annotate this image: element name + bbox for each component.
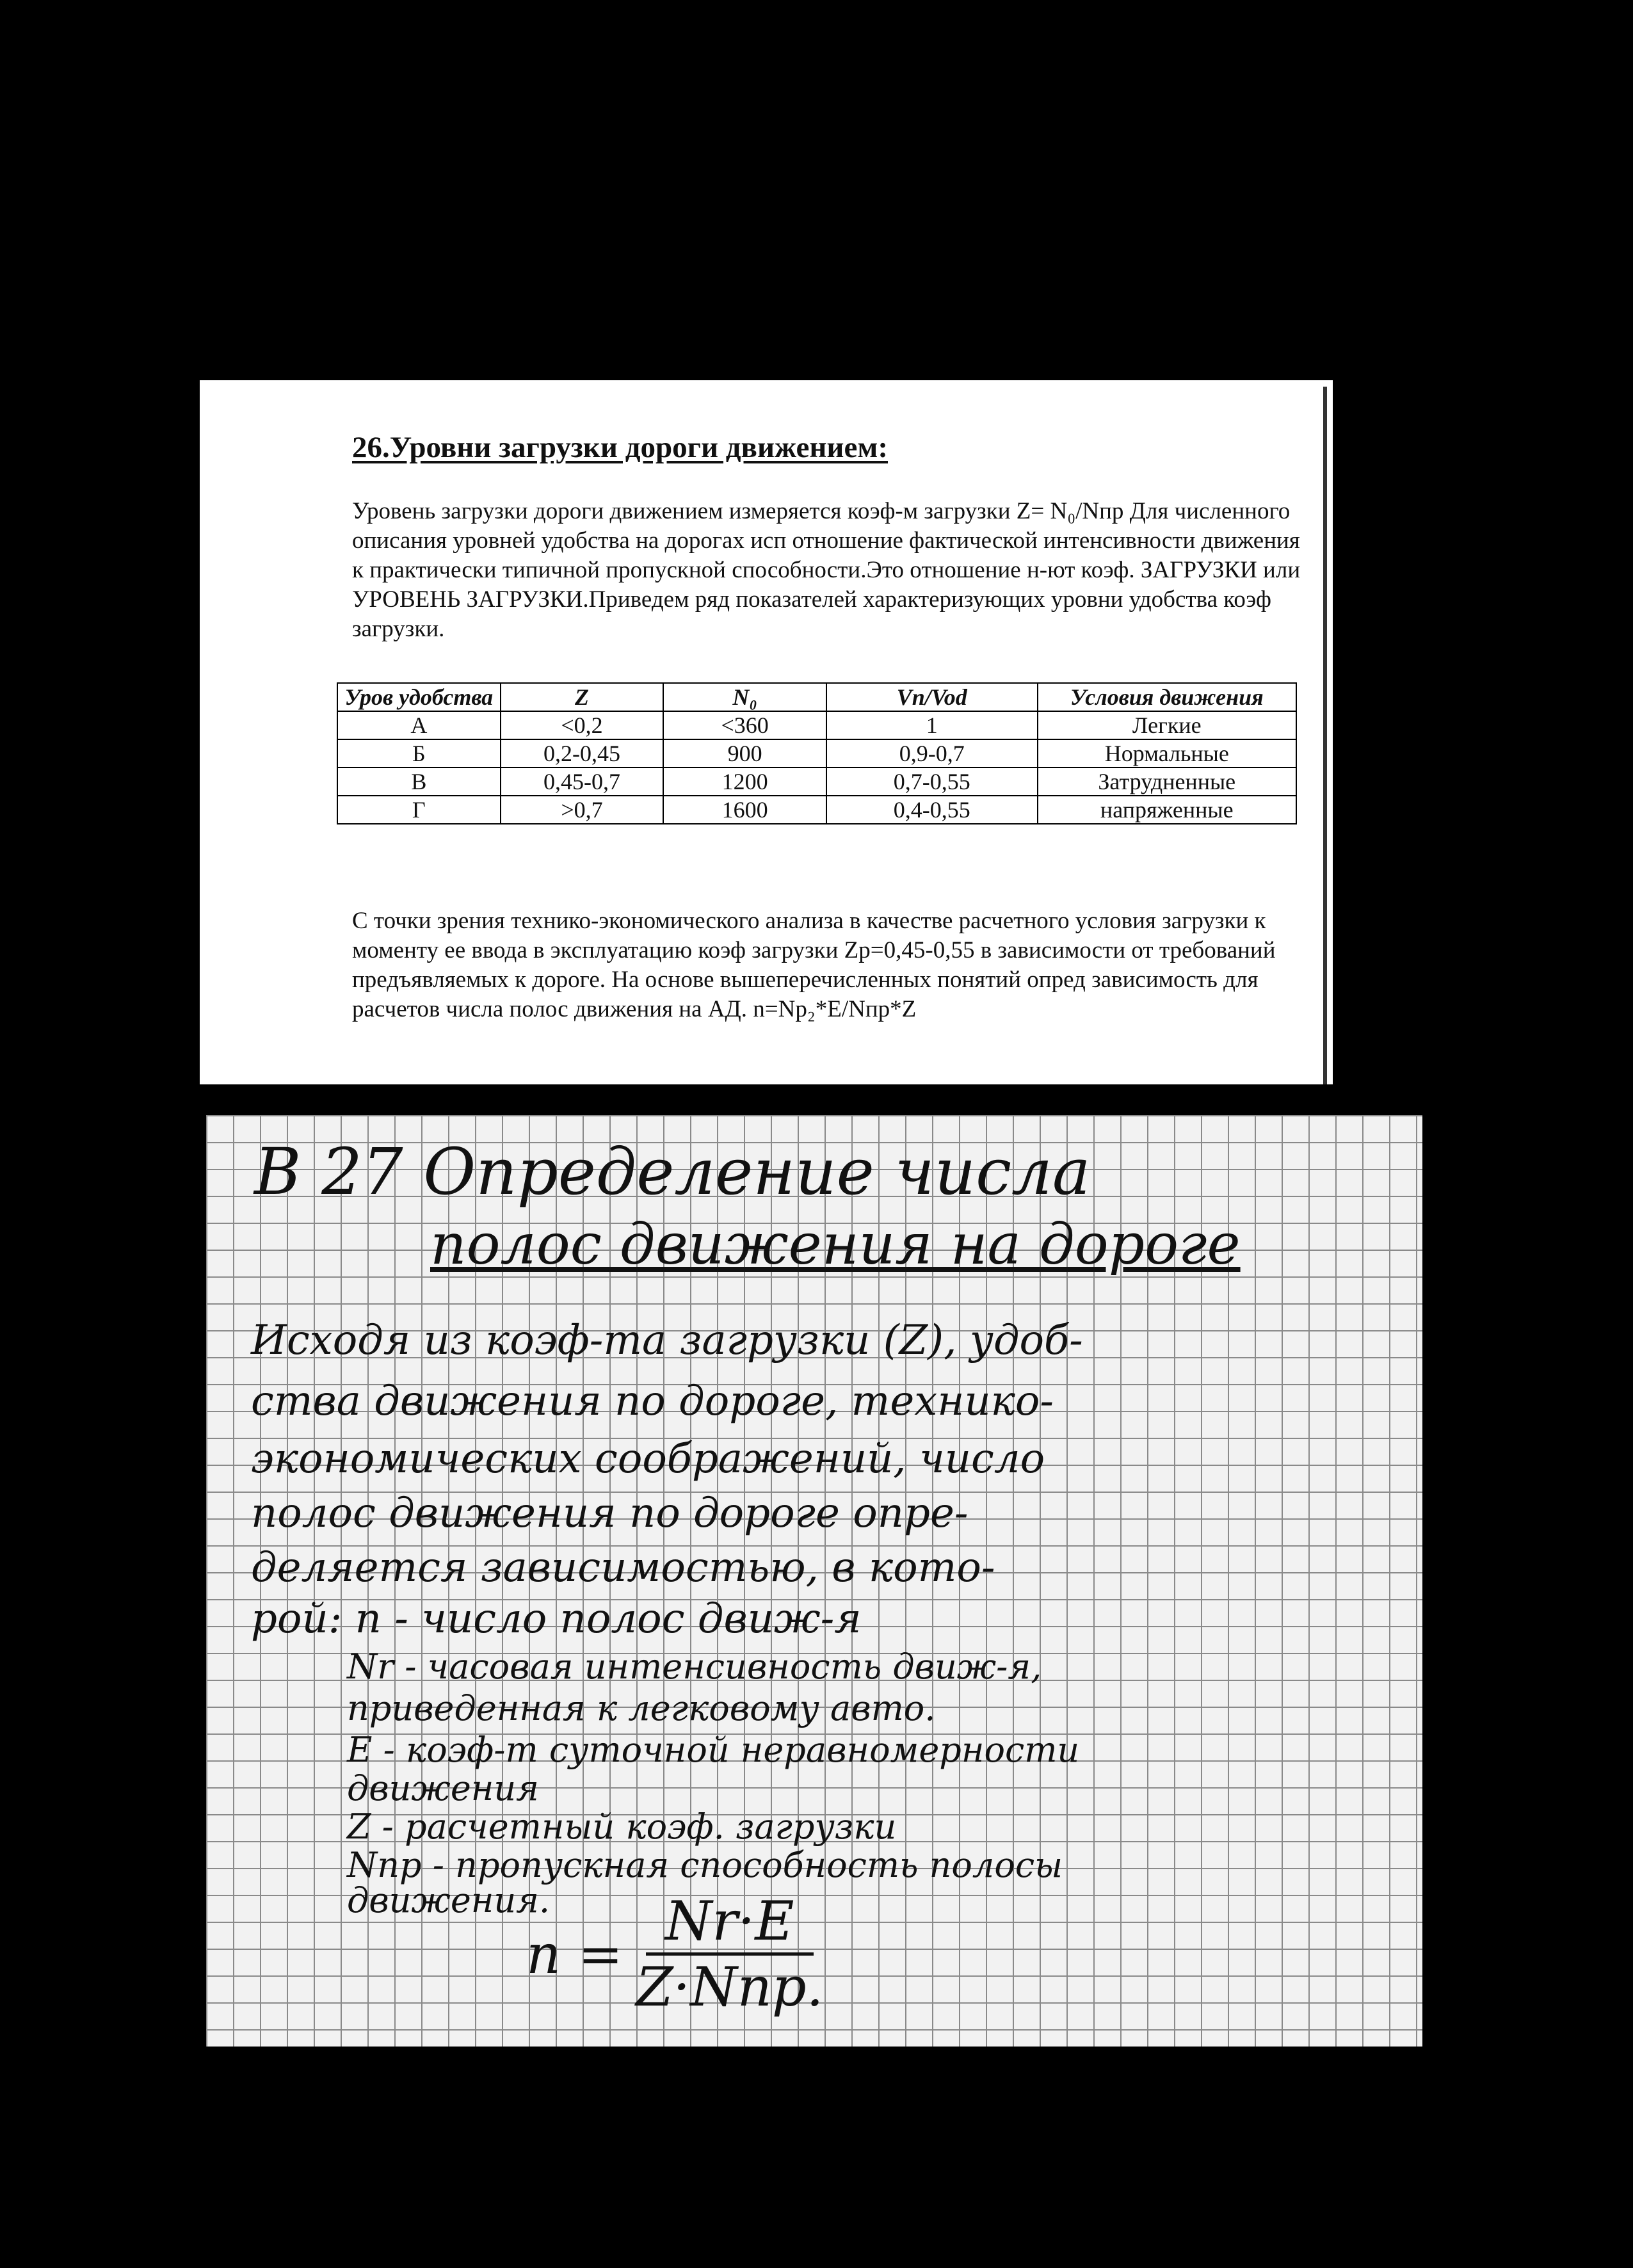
section-title: 26.Уровни загрузки дороги движением: xyxy=(352,431,889,464)
table-row xyxy=(337,796,1296,824)
handwritten-title: В 27 Определение числа xyxy=(254,1134,1091,1209)
col-level: Уров удобства xyxy=(337,683,501,711)
definition-line: Nr - часовая интенсивность движ-я, xyxy=(347,1646,1042,1687)
intro-paragraph: Уровень загрузки дороги движением измеряется коэф-м загрузки Z= N₀/Nпр Для численного описания уровней удобства на дорогах исп отношение фактической интенсивности движения к практически типичной пропускной способности.Это отношение н-ют коэф. ЗАГРУЗКИ или УРОВЕНЬ ЗАГРУЗКИ.Приведем ряд показателей характеризующих уровни удобства коэф загрузки. xyxy=(352,498,1301,642)
definition-line: приведенная к легковому авто. xyxy=(347,1688,936,1728)
cell: 1 xyxy=(826,711,1038,739)
cell: Легкие xyxy=(1038,711,1296,739)
formula-numerator: Nr·E xyxy=(646,1890,814,1956)
cell: 900 xyxy=(663,739,826,768)
handwritten-line: Исходя из коэф-та загрузки (Z), удоб- xyxy=(251,1317,1083,1364)
definition-line: Nпр - пропускная способность полосы xyxy=(347,1845,1063,1885)
cell: 0,2-0,45 xyxy=(501,739,664,768)
cell: 0,4-0,55 xyxy=(826,796,1038,824)
cell: <0,2 xyxy=(501,711,664,739)
cell: 0,9-0,7 xyxy=(826,739,1038,768)
col-conditions: Условия движения xyxy=(1038,683,1296,711)
cell: А xyxy=(337,711,501,739)
handwritten-line: рой: n - число полос движ-я xyxy=(251,1595,862,1643)
handwritten-line: деляется зависимостью, в кото- xyxy=(251,1544,995,1591)
handwritten-line: полос движения по дороге опре- xyxy=(251,1490,969,1537)
definition-line: Z - расчетный коэф. загрузки xyxy=(347,1806,897,1847)
formula-lhs: n = xyxy=(526,1922,623,1986)
table-row xyxy=(337,768,1296,796)
formula xyxy=(526,1890,823,2018)
cell: Затрудненные xyxy=(1038,768,1296,796)
cell: напряженные xyxy=(1038,796,1296,824)
col-z: Z xyxy=(501,683,664,711)
col-n0: N₀ xyxy=(663,683,826,711)
formula-denominator: Z·Nпр. xyxy=(636,1956,824,2018)
cell: 1200 xyxy=(663,768,826,796)
cell: <360 xyxy=(663,711,826,739)
cell: Г xyxy=(337,796,501,824)
handwritten-line: ства движения по дороге, технико- xyxy=(251,1378,1054,1425)
load-levels-table xyxy=(337,682,1297,824)
definition-line: движения. xyxy=(347,1880,551,1920)
conclusion-paragraph: С точки зрения технико-экономического анализа в качестве расчетного условия загрузки к моменту ее ввода в эксплуатацию коэф загрузки Zр=0,45-0,55 в зависимости от требований предъявляемых к дороге. На основе вышеперечисленных понятий опред зависимость для расчетов числа полос движения на АД. n=Nр₂*E/Nпр*Z xyxy=(352,908,1276,1022)
formula-fraction xyxy=(636,1890,823,2018)
table-header-row xyxy=(337,683,1296,711)
handwritten-grid-sheet xyxy=(206,1115,1422,2047)
printed-page xyxy=(200,380,1333,1084)
scan-edge-line xyxy=(1323,387,1327,1084)
cell: 0,45-0,7 xyxy=(501,768,664,796)
cell: 1600 xyxy=(663,796,826,824)
definition-line: движения xyxy=(347,1768,539,1808)
cell: 0,7-0,55 xyxy=(826,768,1038,796)
cell: В xyxy=(337,768,501,796)
cell: Нормальные xyxy=(1038,739,1296,768)
handwritten-subtitle: полос движения на дороге xyxy=(430,1211,1241,1277)
col-speed-ratio: Vn/Vod xyxy=(826,683,1038,711)
handwritten-line: экономических соображений, число xyxy=(251,1435,1045,1483)
table-row xyxy=(337,711,1296,739)
table-row xyxy=(337,739,1296,768)
cell: >0,7 xyxy=(501,796,664,824)
definition-line: E - коэф-т суточной неравномерности xyxy=(347,1730,1080,1770)
cell: Б xyxy=(337,739,501,768)
